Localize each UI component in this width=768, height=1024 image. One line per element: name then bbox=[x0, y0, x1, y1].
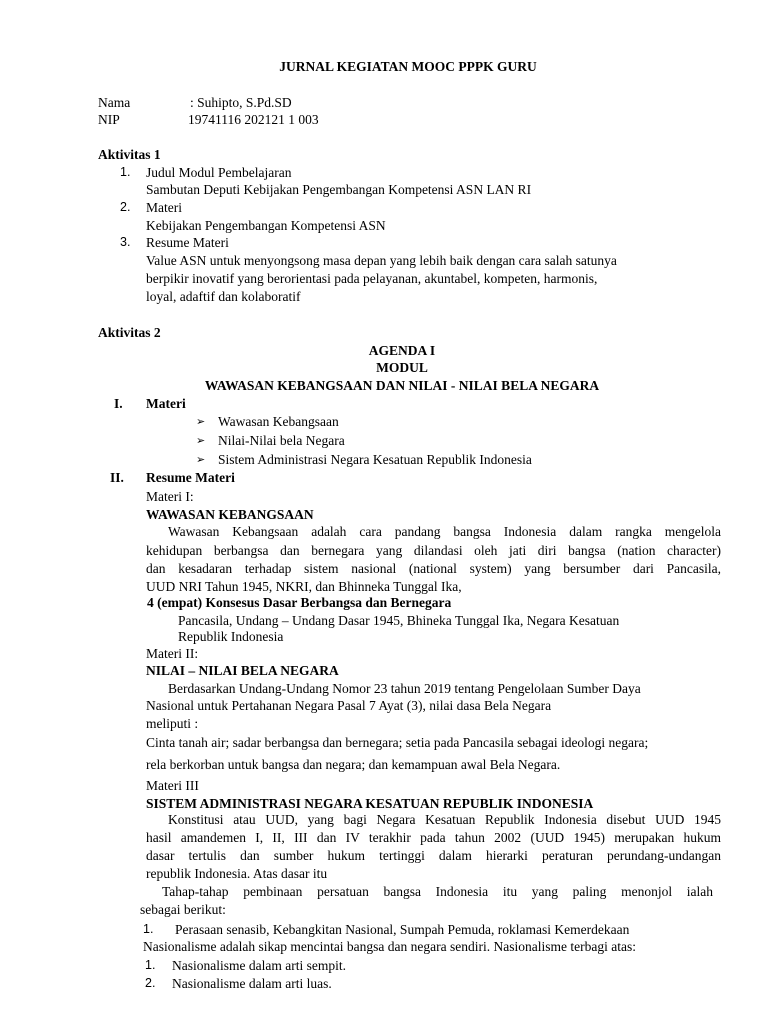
section1-title: Materi bbox=[146, 396, 186, 411]
aktivitas1-item-label: Judul Modul Pembelajaran bbox=[146, 165, 292, 180]
materi2-title: NILAI – NILAI BELA NEGARA bbox=[146, 663, 339, 678]
section1-roman: I. bbox=[114, 396, 123, 411]
materi1-paragraph-line: UUD NRI Tahun 1945, NKRI, dan Bhinneka Tunggal Ika, bbox=[146, 579, 462, 594]
aktivitas2-heading: Aktivitas 2 bbox=[98, 325, 161, 340]
aktivitas1-item-label: Materi bbox=[146, 200, 182, 215]
tahap-line: sebagai berikut: bbox=[140, 902, 226, 917]
nasionalisme-type-number: 2. bbox=[145, 976, 156, 990]
document-title: JURNAL KEGIATAN MOOC PPPK GURU bbox=[279, 59, 537, 74]
materi3-paragraph-line: republik Indonesia. Atas dasar itu bbox=[146, 866, 328, 881]
nip-label: NIP bbox=[98, 112, 120, 127]
materi-bullet-item: Sistem Administrasi Negara Kesatuan Republik Indonesia bbox=[218, 452, 532, 467]
aktivitas1-item-body: berpikir inovatif yang berorientasi pada pelayanan, akuntabel, kompeten, harmonis, bbox=[146, 271, 598, 286]
nasionalisme-text: Nasionalisme adalah sikap mencintai bangsa dan negara sendiri. Nasionalisme terbagi atas: bbox=[143, 939, 636, 954]
materi-bullet-item: Wawasan Kebangsaan bbox=[218, 414, 339, 429]
agenda-heading: AGENDA I bbox=[368, 343, 436, 358]
aktivitas1-item-body: Sambutan Deputi Kebijakan Pengembangan Kompetensi ASN LAN RI bbox=[146, 182, 532, 197]
section2-title: Resume Materi bbox=[146, 470, 235, 485]
konsensus-title: 4 (empat) Konsesus Dasar Berbangsa dan Bernegara bbox=[147, 595, 452, 610]
konsensus-body-line: Republik Indonesia bbox=[178, 629, 284, 644]
aktivitas1-item-body: Value ASN untuk menyongsong masa depan yang lebih baik dengan cara salah satunya bbox=[146, 253, 617, 268]
aktivitas1-heading: Aktivitas 1 bbox=[98, 147, 161, 162]
materi1-paragraph-line: dan kesadaran terhadap sistem nasional (national system) yang bersumber dari Pancasila, bbox=[146, 561, 721, 576]
aktivitas1-item-body: Kebijakan Pengembangan Kompetensi ASN bbox=[146, 218, 386, 233]
materi2-label: Materi II: bbox=[146, 646, 199, 661]
aktivitas1-item-label: Resume Materi bbox=[146, 235, 229, 250]
materi1-title: WAWASAN KEBANGSAAN bbox=[146, 507, 314, 522]
aktivitas1-item-number: 3. bbox=[120, 235, 131, 249]
modul-heading: MODUL bbox=[376, 360, 428, 375]
aktivitas1-item-number: 2. bbox=[120, 200, 131, 214]
nama-value: : Suhipto, S.Pd.SD bbox=[190, 95, 292, 110]
bela-negara-values-line: rela berkorban untuk bangsa dan negara; dan kemampuan awal Bela Negara. bbox=[146, 757, 561, 772]
nama-label: Nama bbox=[98, 95, 131, 110]
arrow-bullet-icon: ➢ bbox=[196, 434, 206, 447]
konsensus-body-line: Pancasila, Undang – Undang Dasar 1945, Bhineka Tunggal Ika, Negara Kesatuan bbox=[178, 613, 620, 628]
materi1-paragraph-line: kehidupan berbangsa dan bernegara yang dilandasi oleh jati diri bangsa (nation character) bbox=[146, 543, 721, 558]
materi3-label: Materi III bbox=[146, 778, 199, 793]
nasionalisme-type-number: 1. bbox=[145, 958, 156, 972]
materi-bullet-item: Nilai-Nilai bela Negara bbox=[218, 433, 345, 448]
meliputi-label: meliputi : bbox=[146, 716, 199, 731]
materi3-paragraph-line: hasil amandemen I, II, III dan IV terakhir pada tahun 2002 (UUD 1945) merupakan hukum bbox=[146, 830, 721, 845]
nasionalisme-type-text: Nasionalisme dalam arti luas. bbox=[172, 976, 332, 991]
materi2-paragraph-line: Berdasarkan Undang-Undang Nomor 23 tahun 2019 tentang Pengelolaan Sumber Daya bbox=[168, 681, 641, 696]
materi1-paragraph-line: Wawasan Kebangsaan adalah cara pandang bangsa Indonesia dalam rangka mengelola bbox=[168, 524, 721, 539]
aktivitas1-item-body: loyal, adaftif dan kolaboratif bbox=[146, 289, 301, 304]
arrow-bullet-icon: ➢ bbox=[196, 453, 206, 466]
materi2-paragraph-line: Nasional untuk Pertahanan Negara Pasal 7 Ayat (3), nilai dasa Bela Negara bbox=[146, 698, 552, 713]
tahap-line: Tahap-tahap pembinaan persatuan bangsa Indonesia itu yang paling menonjol ialah bbox=[162, 884, 713, 899]
nip-value: 19741116 202121 1 003 bbox=[188, 112, 319, 127]
materi3-title: SISTEM ADMINISTRASI NEGARA KESATUAN REPUBLIK INDONESIA bbox=[146, 796, 594, 811]
aktivitas1-item-number: 1. bbox=[120, 165, 131, 179]
bela-negara-values-line: Cinta tanah air; sadar berbangsa dan bernegara; setia pada Pancasila sebagai ideologi negara; bbox=[146, 735, 649, 750]
materi3-paragraph-line: dasar tertulis dan sumber hukum tertinggi dalam hierarki peraturan perundang-undangan bbox=[146, 848, 721, 863]
point-number: 1. bbox=[143, 922, 154, 936]
materi3-paragraph-line: Konstitusi atau UUD, yang bagi Negara Kesatuan Republik Indonesia disebut UUD 1945 bbox=[168, 812, 721, 827]
nasionalisme-type-text: Nasionalisme dalam arti sempit. bbox=[172, 958, 346, 973]
point-text: Perasaan senasib, Kebangkitan Nasional, Sumpah Pemuda, roklamasi Kemerdekaan bbox=[175, 922, 630, 937]
materi1-label: Materi I: bbox=[146, 489, 194, 504]
modul-title: WAWASAN KEBANGSAAN DAN NILAI - NILAI BELA NEGARA bbox=[204, 378, 600, 393]
section2-roman: II. bbox=[110, 470, 124, 485]
arrow-bullet-icon: ➢ bbox=[196, 415, 206, 428]
